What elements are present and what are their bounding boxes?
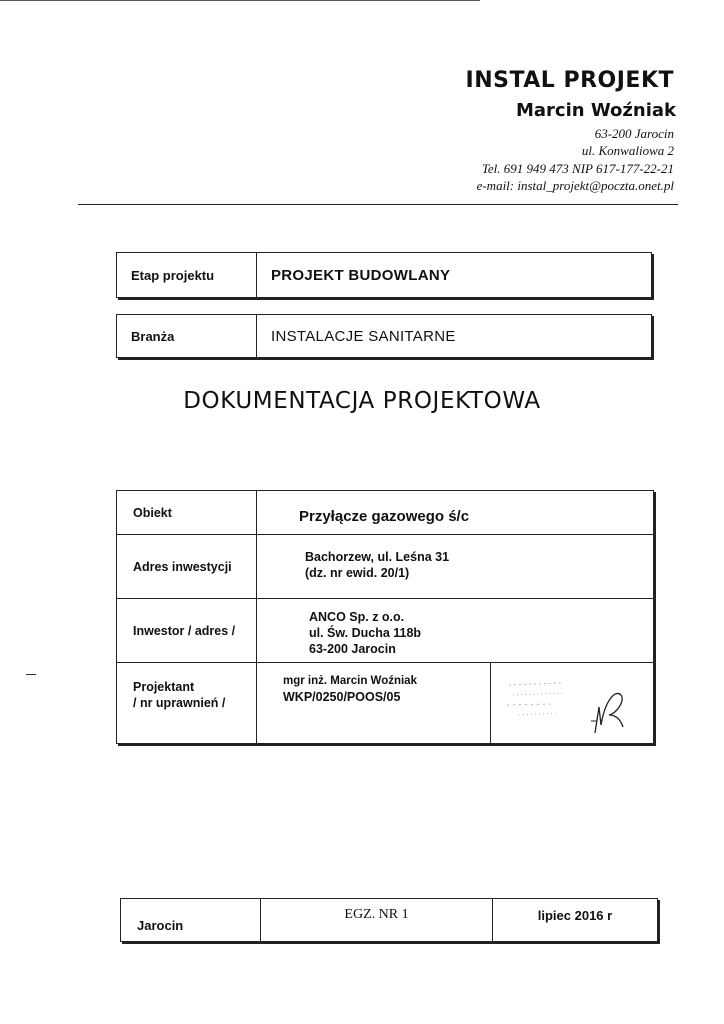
designer-label-line-1: Projektant [133,680,195,694]
footer-copy: EGZ. NR 1 [261,899,493,941]
row-address [117,535,653,599]
investor-label: Inwestor / adres / [117,599,257,662]
investor-value [257,599,653,662]
address-label: Adres inwestycji [117,535,257,598]
company-name: INSTAL PROJEKT [465,68,674,93]
page-top-edge [0,0,480,1]
branch-value: INSTALACJE SANITARNE [271,327,456,345]
address-line-2: (dz. nr ewid. 20/1) [305,566,410,580]
signature-stroke [595,693,623,733]
designer-license: WKP/0250/POOS/05 [283,690,401,704]
designer-label-line-2: / nr uprawnień / [133,696,226,710]
address-city: 63-200 Jarocin [594,126,674,141]
stage-box [116,252,652,298]
document-title: DOKUMENTACJA PROJEKTOWA [183,388,541,414]
branch-box [116,314,652,358]
signature-image [491,663,653,743]
footer-date: lipiec 2016 r [537,907,613,923]
stamp-faint [507,683,565,715]
row-object [117,491,653,535]
stage-value: PROJEKT BUDOWLANY [271,266,451,284]
address-value [257,535,653,598]
contact-email: e-mail: instal_projekt@poczta.onet.pl [476,178,674,193]
designer-name: mgr inż. Marcin Woźniak [283,675,417,687]
address-line-1: Bachorzew, ul. Leśna 31 [305,550,450,564]
investor-name: ANCO Sp. z o.o. [309,610,405,624]
header-divider [78,204,678,205]
stage-label: Etap projektu [117,253,257,297]
signature-cell [490,663,653,745]
owner-name: Marcin Woźniak [515,100,676,121]
object-value: Przyłącze gazowego ś/c [299,508,470,525]
margin-mark [26,674,36,675]
investor-street: ul. Św. Ducha 118b [309,626,422,640]
row-designer [117,663,653,745]
footer-place: Jarocin [121,899,261,941]
investor-city: 63-200 Jarocin [309,642,396,656]
branch-label: Branża [117,315,257,357]
footer-box [120,898,658,942]
object-label: Obiekt [117,491,257,534]
row-investor [117,599,653,663]
address-street: ul. Konwaliowa 2 [581,143,674,158]
details-table [116,490,654,744]
designer-label [117,663,257,745]
contact-phone-nip: Tel. 691 949 473 NIP 617-177-22-21 [481,161,674,176]
